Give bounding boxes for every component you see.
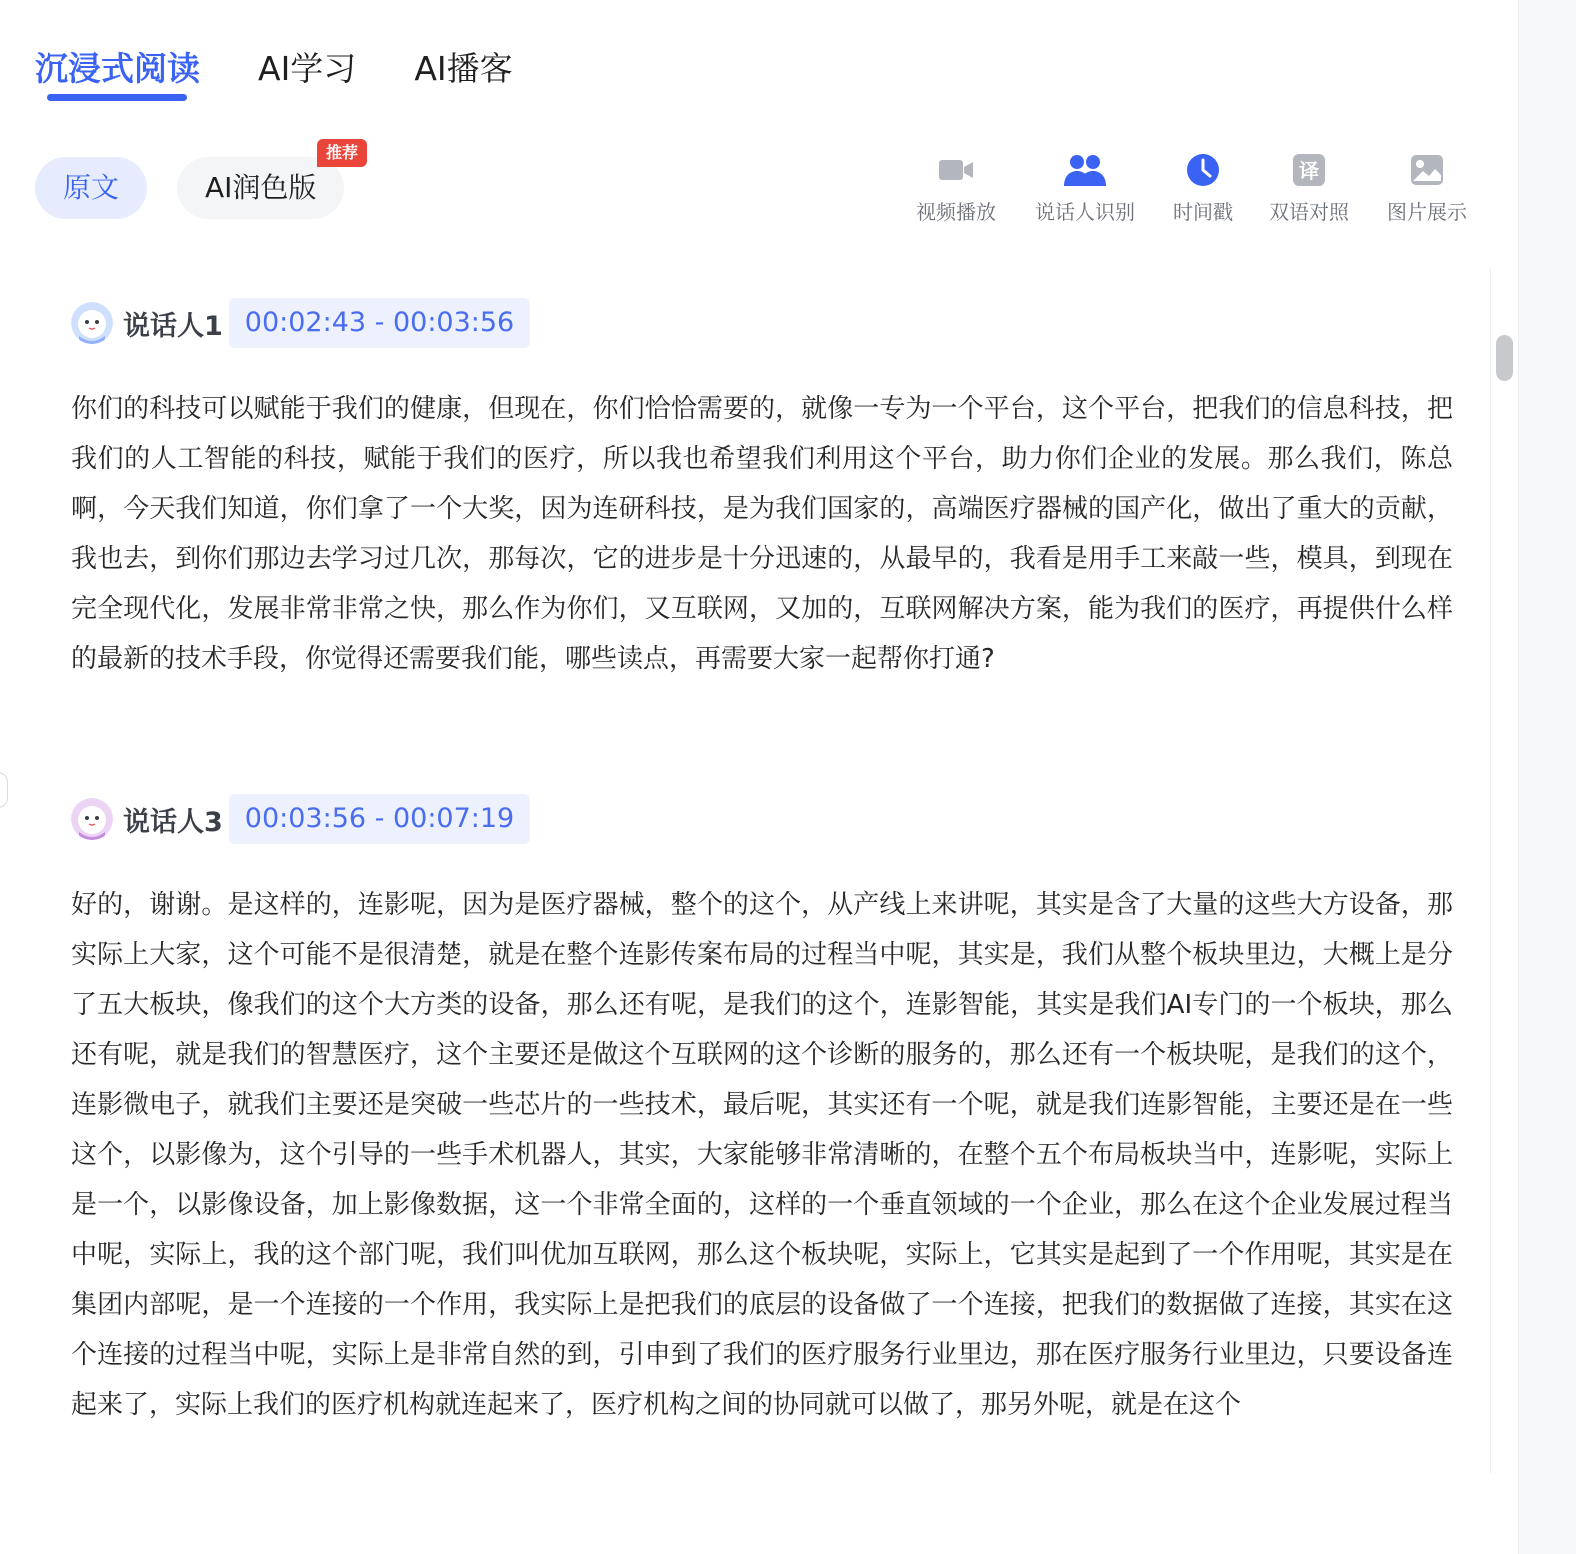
tab-ai-learning[interactable] [258,48,356,108]
speaker-recognition-label: 说话人识别 [1035,200,1135,224]
segment-timestamp[interactable]: 00:02:43 - 00:03:56 [229,298,530,348]
transcript-segment [71,298,1453,684]
video-camera-icon [937,152,975,188]
segment-text: 你们的科技可以赋能于我们的健康，但现在，你们恰恰需要的，就像一专为一个平台，这个平台，把我们的信息科技，把我们的人工智能的科技，赋能于我们的医疗，所以我也希望我们利用这个平台，助力你们企业的发展。那么我们，陈总啊，今天我们知道，你们拿了一个大奖，因为连研科技，是为我们国家的，高端医疗器械的国产化，做出了重大的贡献，我也去，到你们那边去学习过几次，那每次，它的进步是十分迅速的，从最早的，我看是用手工来敲一些，模具，到现在完全现代化，发展非常非常之快，那么作为你们，又互联网，又加的，互联网解决方案，能为我们的医疗，再提供什么样的最新的技术手段，你觉得还需要我们能，哪些读点，再需要大家一起帮你打通? [71,394,1453,674]
scrollbar-thumb[interactable] [1496,335,1513,381]
clock-icon [1184,152,1222,188]
image-display-label: 图片展示 [1387,200,1467,224]
original-text-button[interactable]: 原文 [35,157,147,219]
ai-polished-label: AI润色版 [205,171,317,204]
image-icon [1408,152,1446,188]
recommend-badge: 推荐 [317,139,367,167]
top-tabs [35,48,571,108]
transcript-segment [71,794,1453,1430]
speaker-name: 说话人3 [123,806,223,838]
users-icon [1062,152,1108,188]
avatar-blue-icon [71,302,113,344]
video-play-tool[interactable] [912,152,1000,225]
tab-label: AI播客 [414,49,513,88]
view-toolbar [900,152,1488,232]
speaker-name: 说话人1 [123,310,223,342]
speaker-row [71,298,1453,348]
timestamp-label: 时间戳 [1173,200,1233,224]
timestamp-tool[interactable] [1168,152,1238,225]
ai-polished-button[interactable] [177,143,359,219]
speaker-row [71,794,1453,844]
tab-label: 沉浸式阅读 [35,49,200,88]
segment-timestamp[interactable]: 00:03:56 - 00:07:19 [229,794,530,844]
translate-icon [1290,152,1328,188]
right-panel-edge [1518,0,1576,1554]
image-display-tool[interactable] [1382,152,1472,225]
transcript-content [0,268,1490,1474]
avatar-purple-icon [71,798,113,840]
speaker-recognition-tool[interactable] [1030,152,1140,225]
mode-switcher [35,143,374,219]
tab-label: AI学习 [258,49,357,88]
tab-ai-podcast[interactable] [414,48,512,108]
svg-text:译: 译 [1299,159,1319,183]
scrollbar-track[interactable] [1490,268,1518,1474]
active-tab-underline [47,94,187,101]
tab-immersive-reading[interactable] [35,48,200,108]
bilingual-label: 双语对照 [1269,200,1349,224]
bilingual-tool[interactable] [1264,152,1354,225]
segment-text: 好的，谢谢。是这样的，连影呢，因为是医疗器械，整个的这个，从产线上来讲呢，其实是含了大量的这些大方设备，那实际上大家，这个可能不是很清楚，就是在整个连影传案布局的过程当中呢，其实是，我们从整个板块里边，大概上是分了五大板块，像我们的这个大方类的设备，那么还有呢，是我们的这个，连影智能，其实是我们AI专门的一个板块，那么还有呢，就是我们的智慧医疗，这个主要还是做这个互联网的这个诊断的服务的，那么还有一个板块呢，是我们的这个，连影微电子，就我们主要还是突破一些芯片的一些技术，最后呢，其实还有一个呢，就是我们连影智能，主要还是在一些这个，以影像为，这个引导的一些手术机器人，其实，大家能够非常清晰的，在整个五个布局板块当中，连影呢，实际上是一个，以影像设备，加上影像数据，这一个非常全面的，这样的一个垂直领域的一个企业，那么在这个企业发展过程当中呢，实际上，我的这个部门呢，我们叫优加互联网，那么这个板块呢，实际上，它其实是起到了一个作用呢，其实是在集团内部呢，是一个连接的一个作用，我实际上是把我们的底层的设备做了一个连接，把我们的数据做了连接，其实在这个连接的过程当中呢，实际上是非常自然的到，引申到了我们的医疗服务行业里边，那在医疗服务行业里边，只要设备连起来了，实际上我们的医疗机构就连起来了，医疗机构之间的协同就可以做了，那另外呢，就是在这个 [71,890,1453,1420]
video-play-label: 视频播放 [916,200,996,224]
